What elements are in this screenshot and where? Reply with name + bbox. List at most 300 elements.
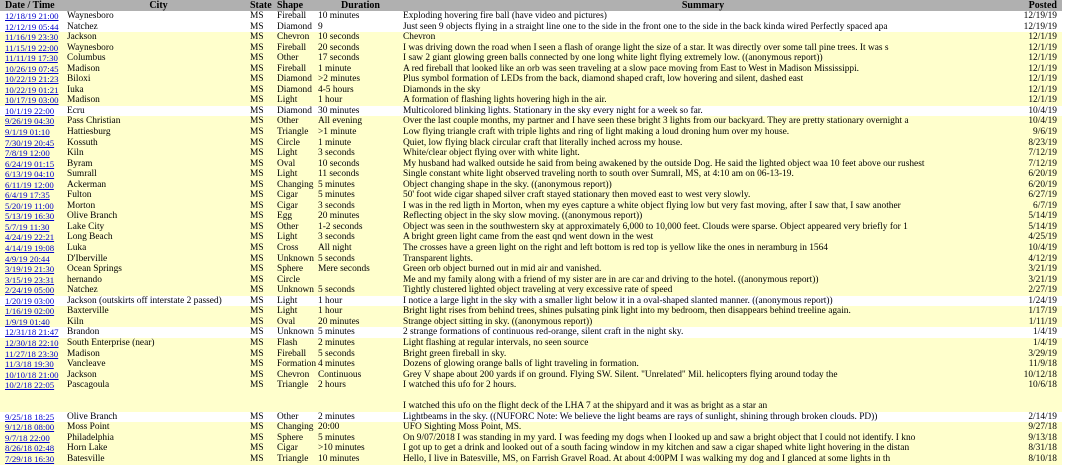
cell-posted: 1/4/19 <box>1003 327 1062 338</box>
cell-state: MS <box>250 180 277 191</box>
cell-posted: 1/4/19 <box>1003 338 1062 349</box>
report-date-link[interactable]: 7/29/18 16:30 <box>5 453 55 464</box>
table-row <box>0 296 1062 307</box>
cell-shape <box>277 391 318 402</box>
cell-posted: 7/12/19 <box>1003 148 1062 159</box>
table-row <box>0 180 1062 191</box>
cell-shape: Unknown <box>277 327 318 338</box>
cell-state: MS <box>250 11 277 22</box>
report-date-link[interactable]: 10/17/19 03:00 <box>5 95 59 106</box>
report-date-link[interactable]: 10/26/19 07:45 <box>5 63 59 74</box>
table-row <box>0 201 1062 212</box>
cell-state: MS <box>250 106 277 117</box>
cell-posted: 2/14/19 <box>1003 412 1062 423</box>
table-row <box>0 232 1062 243</box>
cell-posted: 10/4/19 <box>1003 243 1062 254</box>
cell-date <box>0 370 67 381</box>
cell-state: MS <box>250 85 277 96</box>
cell-posted: 7/12/19 <box>1003 159 1062 170</box>
cell-state: MS <box>250 285 277 296</box>
cell-shape: Unknown <box>277 254 318 265</box>
report-date-link[interactable]: 10/22/19 21:23 <box>5 74 59 85</box>
cell-date <box>0 275 67 286</box>
table-row <box>0 401 1062 412</box>
cell-date <box>0 401 67 412</box>
cell-state: MS <box>250 74 277 85</box>
cell-duration: 1 hour <box>318 296 403 307</box>
report-date-link[interactable]: 10/22/19 01:21 <box>5 84 59 95</box>
cell-duration: 5 seconds <box>318 285 403 296</box>
cell-posted: 12/19/19 <box>1003 11 1062 22</box>
cell-city <box>67 401 250 412</box>
cell-shape: Sphere <box>277 433 318 444</box>
cell-posted <box>1003 391 1062 402</box>
cell-state: MS <box>250 95 277 106</box>
cell-date <box>0 422 67 433</box>
cell-city: D'Iberville <box>67 254 250 265</box>
cell-posted: 2/27/19 <box>1003 285 1062 296</box>
table-row <box>0 422 1062 433</box>
cell-state <box>250 391 277 402</box>
cell-date <box>0 254 67 265</box>
cell-posted: 1/24/19 <box>1003 296 1062 307</box>
cell-duration: 10 seconds <box>318 32 403 43</box>
cell-state: MS <box>250 211 277 222</box>
cell-summary: A red fireball that looked like an orb was seen traveling at a slow pace moving from East to West in Madison Mississippi. <box>403 64 1003 75</box>
cell-shape: Fireball <box>277 11 318 22</box>
cell-shape: Diamond <box>277 85 318 96</box>
cell-state: MS <box>250 190 277 201</box>
cell-summary: White/clear object flying over with white light. <box>403 148 1003 159</box>
cell-duration: 3 seconds <box>318 201 403 212</box>
cell-posted: 5/14/19 <box>1003 211 1062 222</box>
cell-state: MS <box>250 116 277 127</box>
cell-city: South Enterprise (near) <box>67 338 250 349</box>
cell-duration: 3 seconds <box>318 148 403 159</box>
report-date-link[interactable]: 10/1/19 22:00 <box>5 105 55 116</box>
cell-duration: 11 seconds <box>318 169 403 180</box>
cell-shape: Fireball <box>277 64 318 75</box>
col-header-summary: Summary <box>403 0 1003 11</box>
table-row <box>0 391 1062 402</box>
cell-posted <box>1003 401 1062 412</box>
cell-duration: 5 seconds <box>318 254 403 265</box>
cell-summary: Tightly clustered lighted object traveling at very excessive rate of speed <box>403 285 1003 296</box>
cell-duration: 4-5 hours <box>318 85 403 96</box>
cell-summary: I watched this ufo on the flight deck of the LHA 7 at the shipyard and it was as bright as a star an <box>403 401 1003 412</box>
report-date-link[interactable]: 11/27/18 23:30 <box>5 348 59 359</box>
cell-duration: 5 minutes <box>318 433 403 444</box>
report-date-link[interactable]: 9/12/18 08:00 <box>5 422 55 433</box>
cell-summary: Object changing shape in the sky. ((anonymous report)) <box>403 180 1003 191</box>
cell-summary: Low flying triangle craft with triple lights and ring of light making a loud droning hum over my house. <box>403 127 1003 138</box>
report-date-link[interactable]: 8/26/18 02:48 <box>5 443 55 454</box>
report-date-link[interactable]: 10/2/18 22:05 <box>5 380 55 391</box>
cell-city: Ocean Springs <box>67 264 250 275</box>
table-row <box>0 443 1062 454</box>
table-row <box>0 211 1062 222</box>
cell-state: MS <box>250 32 277 43</box>
cell-state: MS <box>250 138 277 149</box>
cell-date <box>0 127 67 138</box>
report-date-link[interactable]: 11/16/19 23:30 <box>5 32 59 43</box>
col-header-posted: Posted <box>1003 0 1062 11</box>
cell-duration <box>318 401 403 412</box>
cell-duration: 4 minutes <box>318 359 403 370</box>
cell-state: MS <box>250 127 277 138</box>
cell-city: Jackson <box>67 32 250 43</box>
report-date-link[interactable]: 5/7/19 11:30 <box>5 221 50 232</box>
table-row <box>0 254 1062 265</box>
cell-city: Luka <box>67 243 250 254</box>
cell-duration: 17 seconds <box>318 53 403 64</box>
cell-state: MS <box>250 433 277 444</box>
cell-posted: 4/25/19 <box>1003 232 1062 243</box>
cell-city: Olive Branch <box>67 211 250 222</box>
cell-duration: 20 seconds <box>318 43 403 54</box>
table-row <box>0 412 1062 423</box>
cell-shape: Light <box>277 306 318 317</box>
cell-date <box>0 85 67 96</box>
cell-date <box>0 116 67 127</box>
cell-shape: Circle <box>277 275 318 286</box>
cell-date <box>0 53 67 64</box>
report-date-link[interactable]: 9/1/19 01:10 <box>5 127 50 138</box>
cell-shape: Chevron <box>277 32 318 43</box>
cell-date <box>0 243 67 254</box>
cell-date <box>0 433 67 444</box>
cell-city: Kossuth <box>67 138 250 149</box>
cell-summary: Bright green fireball in sky. <box>403 349 1003 360</box>
cell-summary: On 9/07/2018 I was standing in my yard. I was feeding my dogs when I looked up and saw a bright object that I could not identify. I kno <box>403 433 1003 444</box>
table-row <box>0 22 1062 33</box>
report-date-link[interactable]: 11/3/18 19:30 <box>5 359 54 370</box>
table-row <box>0 169 1062 180</box>
cell-shape: Diamond <box>277 22 318 33</box>
table-row <box>0 275 1062 286</box>
report-date-link[interactable]: 10/10/18 21:00 <box>5 369 59 380</box>
cell-shape: Flash <box>277 338 318 349</box>
cell-posted: 10/4/19 <box>1003 116 1062 127</box>
col-header-date-time: Date / Time <box>0 0 67 11</box>
cell-posted: 12/19/19 <box>1003 22 1062 33</box>
report-date-link[interactable]: 11/15/19 22:00 <box>5 42 59 53</box>
cell-duration: 9 <box>318 22 403 33</box>
cell-summary: Plus symbol formation of LEDs from the back, diamond shaped craft, low hovering and silent, dashed east <box>403 74 1003 85</box>
cell-posted: 10/6/18 <box>1003 380 1062 391</box>
report-date-link[interactable]: 12/18/19 21:00 <box>5 11 59 21</box>
cell-summary: The crosses have a green light on the right and left bottom is red top is yellow like the ones in neramburg in 1564 <box>403 243 1003 254</box>
cell-shape: Cigar <box>277 443 318 454</box>
table-row <box>0 127 1062 138</box>
cell-duration: 1-2 seconds <box>318 222 403 233</box>
report-date-link[interactable]: 9/25/18 18:25 <box>5 411 55 422</box>
cell-shape: Light <box>277 95 318 106</box>
report-date-link[interactable]: 7/8/19 12:00 <box>5 148 50 159</box>
cell-state: MS <box>250 317 277 328</box>
cell-shape: Triangle <box>277 380 318 391</box>
cell-city: Batesville <box>67 454 250 465</box>
cell-duration: 2 hours <box>318 380 403 391</box>
cell-duration: 1 minute <box>318 138 403 149</box>
cell-posted: 12/1/19 <box>1003 85 1062 96</box>
cell-date <box>0 148 67 159</box>
cell-summary: Just seen 9 objects flying in a straight line one to the side in the front one to the side in the back kinda wired Perfectly spaced apa <box>403 22 1003 33</box>
cell-city: Morton <box>67 201 250 212</box>
cell-shape: Cigar <box>277 201 318 212</box>
report-date-link[interactable]: 3/19/19 21:30 <box>5 264 55 275</box>
cell-date <box>0 412 67 423</box>
cell-shape: Formation <box>277 359 317 370</box>
cell-city: Kiln <box>67 317 250 328</box>
cell-state: MS <box>250 222 277 233</box>
cell-duration: 1 hour <box>318 306 403 317</box>
cell-shape: Diamond <box>277 106 318 117</box>
cell-posted: 12/1/19 <box>1003 74 1062 85</box>
cell-date <box>0 264 67 275</box>
cell-posted: 8/23/19 <box>1003 138 1062 149</box>
cell-state: MS <box>250 201 277 212</box>
cell-posted: 11/9/18 <box>1003 359 1062 370</box>
table-row <box>0 222 1062 233</box>
table-row <box>0 95 1062 106</box>
cell-summary <box>403 391 1003 402</box>
cell-summary: I notice a large light in the sky with a smaller light below it in a oval-shaped slanted manner. ((anonymous report)) <box>403 296 1003 307</box>
cell-city: Philadelphia <box>67 433 250 444</box>
cell-posted: 3/29/19 <box>1003 349 1062 360</box>
table-row <box>0 380 1062 391</box>
cell-city: Hattiesburg <box>67 127 250 138</box>
cell-city: Madison <box>67 95 250 106</box>
report-date-link[interactable]: 9/7/18 22:00 <box>5 432 50 443</box>
report-date-link[interactable]: 12/31/18 21:47 <box>5 327 59 338</box>
report-date-link[interactable]: 4/24/19 22:21 <box>5 232 55 243</box>
cell-state: MS <box>250 412 277 423</box>
table-row <box>0 11 1062 22</box>
cell-duration: >1 minute <box>318 127 403 138</box>
cell-summary: UFO Sighting Moss Point, MS. <box>403 422 1003 433</box>
cell-shape: Sphere <box>277 264 318 275</box>
cell-posted: 9/13/18 <box>1003 433 1062 444</box>
cell-date <box>0 74 67 85</box>
cell-state: MS <box>250 169 277 180</box>
cell-state: MS <box>250 349 277 360</box>
cell-date <box>0 211 67 222</box>
table-row <box>0 317 1062 328</box>
cell-date <box>0 317 67 328</box>
report-date-link[interactable]: 6/11/19 12:00 <box>5 179 54 190</box>
report-date-link[interactable]: 9/26/19 04:30 <box>5 116 55 127</box>
cell-date <box>0 296 67 307</box>
cell-date <box>0 232 67 243</box>
cell-date <box>0 32 67 43</box>
report-date-link[interactable]: 6/4/19 17:35 <box>5 190 50 201</box>
cell-posted: 12/1/19 <box>1003 53 1062 64</box>
cell-summary: My husband had walked outside he said from being awakened by the outside Dog. He said the lighted object waa 10 feet above our rushest <box>403 159 1003 170</box>
cell-city: Columbus <box>67 53 250 64</box>
cell-summary: Hello, I live in Batesville, MS, on Farrish Gravel Road. At about 4:00PM I was walking my dog and I glanced at some lights in th <box>403 454 1003 465</box>
col-header-duration: Duration <box>318 0 403 11</box>
cell-posted: 12/1/19 <box>1003 95 1062 106</box>
cell-date <box>0 64 67 75</box>
cell-posted: 8/10/18 <box>1003 454 1062 465</box>
report-date-link[interactable]: 12/12/19 05:44 <box>5 21 59 32</box>
report-date-link[interactable]: 1/20/19 03:00 <box>5 295 55 306</box>
report-date-link[interactable]: 5/13/19 16:30 <box>5 211 55 222</box>
cell-shape: Other <box>277 412 318 423</box>
report-date-link[interactable]: 6/13/19 04:10 <box>5 169 55 180</box>
cell-state: MS <box>250 64 277 75</box>
cell-duration: 5 minutes <box>318 327 403 338</box>
col-header-state: State <box>250 0 277 11</box>
table-row <box>0 285 1062 296</box>
cell-summary: Light flashing at regular intervals, no seen source <box>403 338 1003 349</box>
cell-shape: Fireball <box>277 43 318 54</box>
cell-posted: 6/20/19 <box>1003 169 1062 180</box>
cell-duration <box>318 391 403 402</box>
cell-posted: 3/21/19 <box>1003 264 1062 275</box>
cell-duration: Mere seconds <box>318 264 403 275</box>
col-header-shape: Shape <box>277 0 318 11</box>
cell-date <box>0 201 67 212</box>
table-row <box>0 148 1062 159</box>
cell-date <box>0 106 67 117</box>
cell-city: Kiln <box>67 148 250 159</box>
cell-summary: Exploding hovering fire ball (have video and pictures) <box>403 11 1003 22</box>
cell-summary: I was driving down the road when I seen a flash of orange light the size of a star. It was directly over some tall pine trees. It was s <box>403 43 1003 54</box>
cell-summary: I watched this ufo for 2 hours. <box>403 380 1003 391</box>
report-date-link[interactable]: 12/30/18 22:10 <box>5 337 59 348</box>
cell-duration: 10 minutes <box>318 11 403 22</box>
report-date-link[interactable]: 4/9/19 20:44 <box>5 253 50 264</box>
cell-date <box>0 391 67 402</box>
cell-shape: Changing <box>277 422 318 433</box>
cell-city: Madison <box>67 64 250 75</box>
cell-state <box>250 401 277 412</box>
cell-date <box>0 443 67 454</box>
report-date-link[interactable]: 1/16/19 02:00 <box>5 306 55 317</box>
cell-shape: Other <box>277 222 318 233</box>
cell-summary: Over the last couple months, my partner and I have seen these bright 3 lights from our backyard. They are pretty stationary overnight a <box>403 116 1003 127</box>
cell-summary: I got up to get a drink and looked out of a south facing window in my kitchen and saw a cigar shaped white light hovering in the distan <box>403 443 1003 454</box>
cell-duration: 5 minutes <box>318 180 403 191</box>
table-row <box>0 138 1062 149</box>
table-header-row <box>0 0 1062 11</box>
cell-duration: 1 hour <box>318 95 403 106</box>
cell-duration: All night <box>318 243 403 254</box>
table-row <box>0 32 1062 43</box>
cell-summary: Chevron <box>403 32 1003 43</box>
cell-city: Ackerman <box>67 180 250 191</box>
cell-posted: 1/17/19 <box>1003 306 1062 317</box>
cell-duration: 3 seconds <box>318 232 403 243</box>
cell-city: Sumrall <box>67 169 250 180</box>
cell-shape: Light <box>277 169 318 180</box>
cell-summary: Lightbeams in the sky. ((NUFORC Note: We believe the light beams are rays of sunlight, shining through broken clouds. PD)) <box>403 412 1003 423</box>
cell-shape: Cross <box>277 243 318 254</box>
cell-posted: 12/1/19 <box>1003 64 1062 75</box>
cell-state: MS <box>250 43 277 54</box>
table-row <box>0 64 1062 75</box>
cell-state: MS <box>250 306 277 317</box>
cell-duration: >10 minutes <box>318 443 403 454</box>
cell-city: Fulton <box>67 190 250 201</box>
cell-duration <box>318 275 403 286</box>
cell-duration: 2 minutes <box>318 338 403 349</box>
cell-city: Madison <box>67 349 250 360</box>
cell-posted: 5/14/19 <box>1003 222 1062 233</box>
cell-city: Waynesboro <box>67 11 250 22</box>
cell-duration: All evening <box>318 116 403 127</box>
cell-date <box>0 380 67 391</box>
cell-summary: Quiet, low flying black circular craft that literally inched across my house. <box>403 138 1003 149</box>
cell-city: Vancleave <box>67 359 250 370</box>
cell-posted: 9/27/18 <box>1003 422 1062 433</box>
cell-summary: Reflecting object in the sky slow moving. ((anonymous report)) <box>403 211 1003 222</box>
cell-shape: Circle <box>277 138 318 149</box>
cell-state: MS <box>250 338 277 349</box>
cell-state: MS <box>250 454 277 465</box>
cell-summary: A formation of flashing lights hovering high in the air. <box>403 95 1003 106</box>
cell-state: MS <box>250 422 277 433</box>
cell-city: Natchez <box>67 285 250 296</box>
cell-summary: A bright green light came from the east qnd went down in the west <box>403 232 1003 243</box>
cell-city: Jackson (outskirts off interstate 2 passed) <box>67 296 250 307</box>
cell-summary: 50' foot wide cigar shaped silver craft stayed stationary then moved east to west very slowly. <box>403 190 1003 201</box>
cell-summary: Dozens of glowing orange balls of light traveling in formation. <box>403 359 1003 370</box>
cell-shape: Oval <box>277 159 318 170</box>
report-date-link[interactable]: 1/9/19 01:40 <box>5 316 50 327</box>
report-date-link[interactable]: 11/11/19 17:30 <box>5 53 58 64</box>
col-header-city: City <box>67 0 250 11</box>
report-date-link[interactable]: 3/15/19 23:31 <box>5 274 55 285</box>
report-date-link[interactable]: 2/24/19 05:00 <box>5 285 55 296</box>
cell-state: MS <box>250 380 277 391</box>
cell-city: Brandon <box>67 327 250 338</box>
report-date-link[interactable]: 7/30/19 20:45 <box>5 137 55 148</box>
cell-date <box>0 338 67 349</box>
cell-shape: Diamond <box>277 74 318 85</box>
cell-state: MS <box>250 296 277 307</box>
table-row <box>0 43 1062 54</box>
cell-state: MS <box>250 359 277 370</box>
cell-posted: 6/20/19 <box>1003 180 1062 191</box>
report-date-link[interactable]: 5/20/19 11:00 <box>5 200 54 211</box>
report-date-link[interactable]: 6/24/19 01:15 <box>5 158 55 169</box>
cell-summary: Diamonds in the sky <box>403 85 1003 96</box>
cell-shape: Other <box>277 53 318 64</box>
cell-summary: I was in the red ligth in Morton, when my eyes capture a white object flying low but very fast moving, after I saw that, I saw another <box>403 201 1003 212</box>
cell-city: Iuka <box>67 85 250 96</box>
report-date-link[interactable]: 4/14/19 19:08 <box>5 243 55 254</box>
cell-summary: Single constant white light observed traveling north to south over Sumrall, MS, at 4:10 am on 06-13-19. <box>403 169 1003 180</box>
cell-city: Horn Lake <box>67 443 250 454</box>
cell-city: hernando <box>67 275 250 286</box>
cell-duration: 30 minutes <box>318 106 403 117</box>
table-row <box>0 85 1062 96</box>
table-row <box>0 116 1062 127</box>
cell-duration: 5 minutes <box>318 190 403 201</box>
cell-date <box>0 180 67 191</box>
cell-city: Natchez <box>67 22 250 33</box>
cell-state: MS <box>250 264 277 275</box>
cell-shape <box>277 401 318 412</box>
cell-summary: Multicolored blinking lights. Stationary in the sky every night for a week so far. <box>403 106 1003 117</box>
cell-shape: Changing <box>277 180 318 191</box>
cell-duration: 1 minute <box>318 64 403 75</box>
cell-city: Moss Point <box>67 422 250 433</box>
cell-summary: Grey V shape about 200 yards if on ground. Flying SW. Silent. "Unrelated" Mil. helicopters flying around today the <box>403 370 1003 381</box>
